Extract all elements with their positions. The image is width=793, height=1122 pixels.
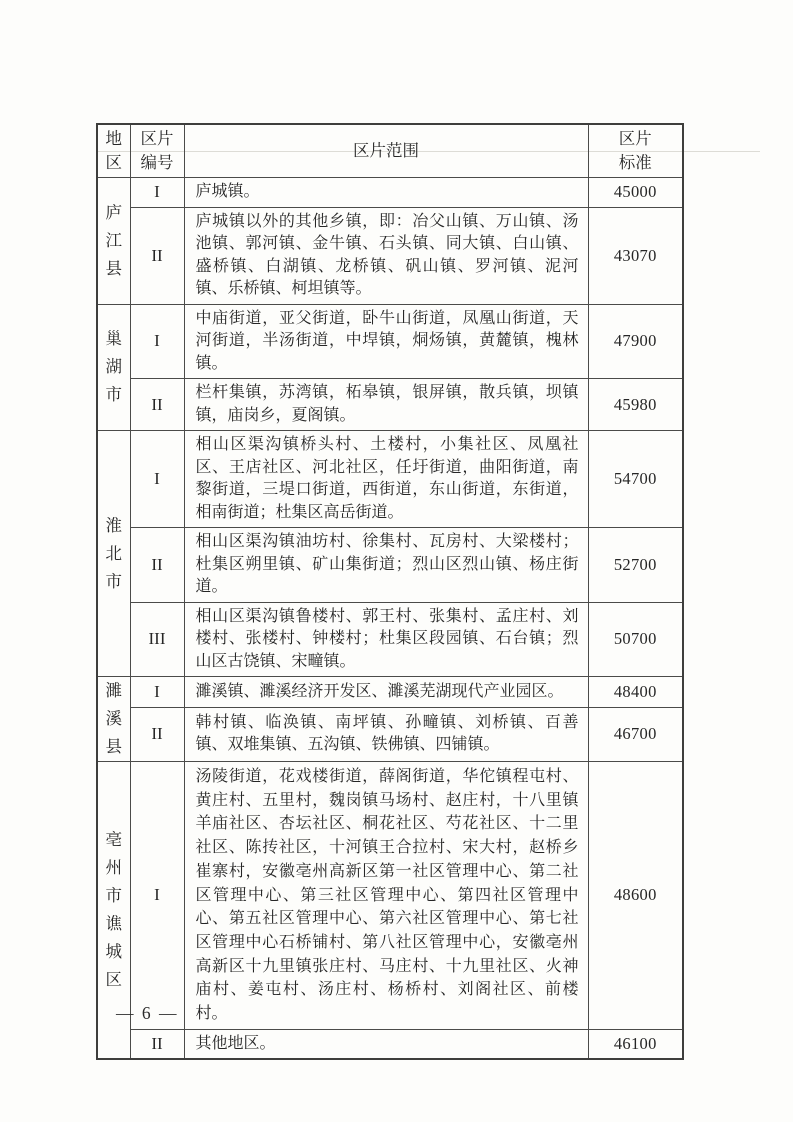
header-zone-standard-text: 区片标准 [618, 129, 652, 172]
zone-number-cell: I [130, 431, 184, 528]
zone-number-cell: II [130, 379, 184, 431]
region-name-cell: 亳州市谯城区 [97, 762, 130, 1060]
zone-number-cell: II [130, 528, 184, 603]
zone-standard-cell: 45980 [588, 379, 683, 431]
table-row [97, 602, 683, 677]
zone-scope-cell: 韩村镇、临涣镇、南坪镇、孙疃镇、刘桥镇、百善镇、双堆集镇、五沟镇、铁佛镇、四铺镇。 [184, 707, 588, 761]
zone-number-cell: III [130, 602, 184, 677]
zone-standard-cell: 45000 [588, 178, 683, 208]
zone-table-body [97, 178, 683, 1060]
table-row [97, 528, 683, 603]
region-name-cell: 庐江县 [97, 178, 130, 305]
zone-standard-cell: 43070 [588, 207, 683, 304]
table-row [97, 304, 683, 379]
zone-scope-cell: 其他地区。 [184, 1029, 588, 1059]
zone-number-cell: I [130, 178, 184, 208]
table-row [97, 762, 683, 1030]
zone-standard-cell: 54700 [588, 431, 683, 528]
zone-standard-cell: 46700 [588, 707, 683, 761]
header-region: 地区 [97, 124, 130, 178]
zone-scope-cell: 庐城镇以外的其他乡镇，即：冶父山镇、万山镇、汤池镇、郭河镇、金牛镇、石头镇、同大镇、白山镇、盛桥镇、白湖镇、龙桥镇、矾山镇、罗河镇、泥河镇、乐桥镇、柯坦镇等。 [184, 207, 588, 304]
region-name-cell: 巢湖市 [97, 304, 130, 431]
zone-standard-cell: 48600 [588, 762, 683, 1030]
zone-scope-cell: 濉溪镇、濉溪经济开发区、濉溪芜湖现代产业园区。 [184, 677, 588, 708]
zone-scope-cell: 汤陵街道，花戏楼街道，薛阁街道，华佗镇程屯村、黄庄村、五里村，魏岗镇马场村、赵庄村，十八里镇羊庙社区、杏坛社区、桐花社区、芍花社区、十二里社区、陈抟社区，十河镇王合拉村、宋大村，赵桥乡崔寨村，安徽亳州高新区第一社区管理中心、第二社区管理中心、第三社区管理中心、第四社区管理中心、第五社区管理中心、第六社区管理中心、第七社区管理中心石桥铺村、第八社区管理中心，安徽亳州高新区十九里镇张庄村、马庄村、十九里社区、火神庙村、姜屯村、汤庄村、杨桥村、刘阁社区、前楼村。 [184, 762, 588, 1030]
page-number: — 6 — [116, 1003, 179, 1023]
zone-standard-table [96, 123, 684, 1060]
region-name-cell: 淮北市 [97, 431, 130, 677]
zone-scope-cell: 相山区渠沟镇鲁楼村、郭王村、张集村、孟庄村、刘楼村、张楼村、钟楼村；杜集区段园镇、石台镇；烈山区古饶镇、宋疃镇。 [184, 602, 588, 677]
table-row [97, 207, 683, 304]
table-row [97, 379, 683, 431]
table-row [97, 707, 683, 761]
zone-standard-cell: 52700 [588, 528, 683, 603]
zone-scope-cell: 相山区渠沟镇桥头村、土楼村，小集社区、凤凰社区、王店社区、河北社区，任圩街道，曲阳街道，南黎街道，三堤口街道，西街道，东山街道，东街道，相南街道；杜集区高岳街道。 [184, 431, 588, 528]
zone-scope-cell: 栏杆集镇，苏湾镇，柘皋镇，银屏镇，散兵镇，坝镇镇，庙岗乡，夏阁镇。 [184, 379, 588, 431]
header-zone-standard [588, 124, 683, 178]
table-row [97, 1029, 683, 1059]
zone-scope-cell: 中庙街道，亚父街道，卧牛山街道，凤凰山街道，天河街道，半汤街道，中垾镇，烔炀镇，黄麓镇，槐林镇。 [184, 304, 588, 379]
zone-number-cell: II [130, 1029, 184, 1059]
table-header [97, 124, 683, 178]
table-row [97, 431, 683, 528]
zone-standard-cell: 47900 [588, 304, 683, 379]
header-zone-scope: 区片范围 [184, 124, 588, 178]
header-row [97, 124, 683, 178]
zone-standard-cell: 48400 [588, 677, 683, 708]
table-row [97, 677, 683, 708]
header-zone-number: 区片编号 [130, 124, 184, 178]
zone-number-cell: I [130, 304, 184, 379]
region-name-cell: 濉溪县 [97, 677, 130, 762]
zone-number-cell: I [130, 762, 184, 1030]
zone-standard-cell: 46100 [588, 1029, 683, 1059]
zone-number-cell: II [130, 707, 184, 761]
zone-scope-cell: 庐城镇。 [184, 178, 588, 208]
table-row [97, 178, 683, 208]
zone-number-cell: II [130, 207, 184, 304]
zone-number-cell: I [130, 677, 184, 708]
zone-standard-cell: 50700 [588, 602, 683, 677]
zone-scope-cell: 相山区渠沟镇油坊村、徐集村、瓦房村、大梁楼村；杜集区朔里镇、矿山集街道；烈山区烈山镇、杨庄街道。 [184, 528, 588, 603]
